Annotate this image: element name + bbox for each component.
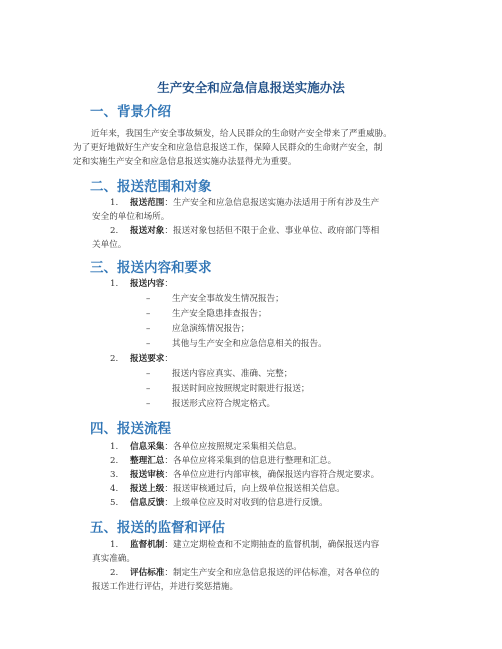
list-item: 1. 报送范围：生产安全和应急信息报送实施办法适用于所有涉及生产 xyxy=(110,198,380,208)
sub-list-item: – 生产安全事故发生情况报告； xyxy=(146,294,284,304)
paragraph-line: 近年来，我国生产安全事故频发，给人民群众的生命财产安全带来了严重威胁。 xyxy=(91,129,392,139)
sub-list-item: – 其他与生产安全和应急信息相关的报告。 xyxy=(146,339,327,349)
list-item: 3. 报送审核：各单位应进行内部审核，确保报送内容符合规定要求。 xyxy=(110,470,380,480)
list-item: 2. 评估标准：制定生产安全和应急信息报送的评估标准，对各单位的 xyxy=(110,568,380,578)
list-item: 2. 报送对象：报送对象包括但不限于企业、事业单位、政府部门等相 xyxy=(110,226,380,236)
sub-list-item: – 报送形式应符合规定格式。 xyxy=(146,399,276,409)
section-heading-content: 三、报送内容和要求 xyxy=(90,260,212,276)
list-item: 4. 报送上级：报送审核通过后，向上级单位报送相关信息。 xyxy=(110,484,345,494)
list-item-continuation: 安全的单位和场所。 xyxy=(92,212,170,222)
sub-list-item: – 生产安全隐患排查报告； xyxy=(146,309,267,319)
list-item: 5. 信息反馈：上级单位应及时对收到的信息进行反馈。 xyxy=(110,498,328,508)
list-item: 1. 报送内容： xyxy=(110,279,173,289)
section-heading-scope: 二、报送范围和对象 xyxy=(90,179,212,195)
sub-list-item: – 报送时间应按照规定时限进行报送； xyxy=(146,384,310,394)
paragraph-line: 为了更好地做好生产安全和应急信息报送工作，保障人民群众的生命财产安全，制 xyxy=(73,143,383,153)
section-heading-process: 四、报送流程 xyxy=(90,421,171,437)
list-item: 2. 整理汇总：各单位应将采集到的信息进行整理和汇总。 xyxy=(110,456,337,466)
list-item-continuation: 报送工作进行评估，并进行奖惩措施。 xyxy=(92,582,239,592)
list-item: 1. 信息采集：各单位应按照规定采集相关信息。 xyxy=(110,442,302,452)
list-item-continuation: 关单位。 xyxy=(92,240,127,250)
sub-list-item: – 应急演练情况报告； xyxy=(146,324,250,334)
document-title: 生产安全和应急信息报送实施办法 xyxy=(157,80,345,95)
list-item: 1. 监督机制：建立定期检查和不定期抽查的监督机制，确保报送内容 xyxy=(110,540,380,550)
paragraph-line: 定和实施生产安全和应急信息报送实施办法显得尤为重要。 xyxy=(73,157,297,167)
list-item: 2. 报送要求： xyxy=(110,354,173,364)
section-heading-supervision: 五、报送的监督和评估 xyxy=(90,520,225,536)
section-heading-background: 一、背景介绍 xyxy=(90,104,171,120)
list-item-continuation: 真实准确。 xyxy=(92,554,135,564)
sub-list-item: – 报送内容应真实、准确、完整； xyxy=(146,369,293,379)
